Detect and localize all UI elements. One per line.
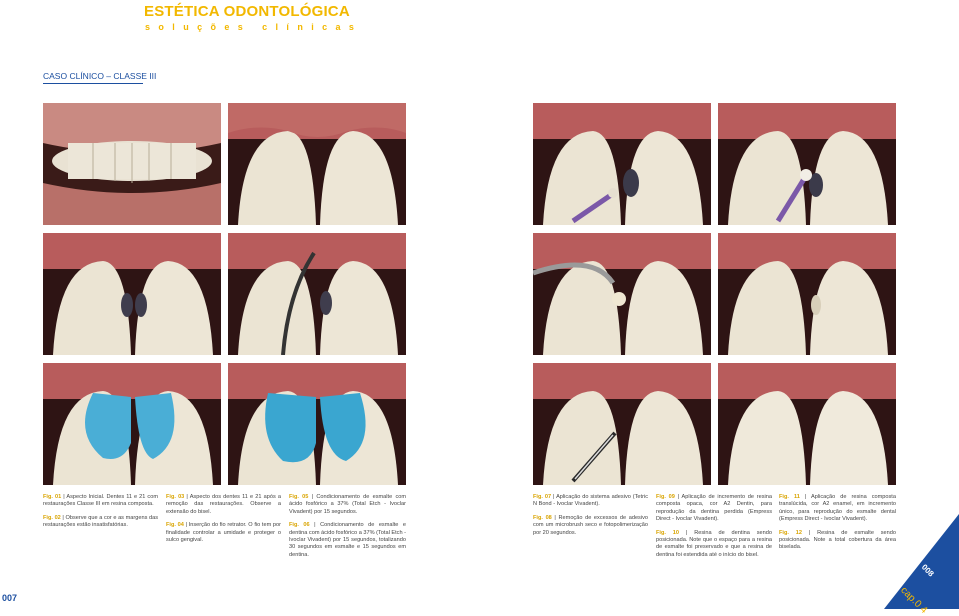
caption-col-4 [533,494,648,543]
photo-fig04-image [228,233,406,355]
caption-col-3 [289,494,406,565]
photo-fig10-image [718,233,896,355]
caption-col-6 [779,494,896,558]
caption-fig07: Fig. 07 | Aplicação do sistema adesivo (Tetric N Bond - Ivoclar Vivadent). [533,494,648,508]
caption-fig02: Fig. 02 | Observe que a cor e as margens das restaurações estão insatisfatórias. [43,514,159,529]
photo-fig11-image [533,363,711,485]
photo-fig07 [533,103,711,225]
photo-fig09 [533,233,711,355]
photo-fig02 [43,233,221,355]
caption-fig06: Fig. 06 | Condicionamento de esmalte e dentina com ácido fosfórico a 37% (Total Etch - Ivoclar Vivadent) por 15 segundos, totalizando 30 segundos em esmalte e 15 segundos em dentina. [289,522,407,558]
photo-fig08-image [718,103,896,225]
photo-fig05-image [43,363,221,485]
caption-fig05: Fig. 05 | Condicionamento de esmalte com ácido fosfórico a 37% (Total Etch - Ivoclar Vivadent) por 15 segundos. [289,494,407,515]
caption-fig12: Fig. 12 | Resina de esmalte sendo posicionada. Note a total cobertura da área biselada. [779,529,896,551]
caption-col-5 [656,494,772,565]
caption-fig01: Fig. 01 | Aspecto Inicial. Dentes 11 e 21 com restaurações Classe III em resina composta. [43,494,158,508]
photo-fig10 [718,233,896,355]
photo-fig09-image [533,233,711,355]
corner-tab [884,512,959,612]
journal-title: ESTÉTICA ODONTOLÓGICA [144,3,350,20]
photo-fig05 [43,363,221,485]
photo-fig08 [718,103,896,225]
caption-col-2 [166,494,281,550]
caption-fig04: Fig. 04 | Inserção do fio retrator. O fio tem por finalidade controlar a umidade e proteger o sulco gengival. [166,522,282,544]
photo-fig06-image [228,363,406,485]
photo-fig06 [228,363,406,485]
case-heading [43,71,156,81]
caption-fig11: Fig. 11 | Aplicação de resina composta translúcida, cor A2 enamel, em incremento único, para reprodução do esmalte dental (Empress Direct - Ivoclar Vivadent). [779,494,896,523]
photo-fig07-image [533,103,711,225]
caption-fig09: Fig. 09 | Aplicação de incremento de resina composta opaca, cor A2 Dentin, para reprodução da dentina perdida (Empress Direct - Ivoclar Vivadent). [656,494,772,523]
chapter-label: cap.0 4 [898,585,930,616]
photo-fig01 [43,103,221,225]
photo-fig12-image [718,363,896,485]
page-number-left: 007 [2,593,18,603]
caption-fig10: Fig. 10 | Resina de dentina sendo posicionada. Note que o espaço para a resina de esmalte foi preservado e que a resina de dentina foi estendida até o início do bisel. [656,529,773,558]
case-title: CASO CLÍNICO – CLASSE III [43,71,157,81]
photo-fig01-image [43,103,221,225]
case-underline [43,83,143,84]
caption-fig08: Fig. 08 | Remoção de excessos de adesivo com um microbrush seco e fotopolimerização por 20 segundos. [533,514,649,536]
caption-col-1 [43,494,158,536]
photo-fig04 [228,233,406,355]
caption-fig03: Fig. 03 | Aspecto dos dentes 11 e 21 após a remoção das restaurações. Observe a extensão do bisel. [166,494,281,515]
photo-fig03-image [228,103,406,225]
journal-subtitle: soluções clínicas [145,22,363,32]
photo-fig03 [228,103,406,225]
photo-fig11 [533,363,711,485]
page-number-right: 008 [919,562,936,579]
photo-fig02-image [43,233,221,355]
photo-fig12 [718,363,896,485]
